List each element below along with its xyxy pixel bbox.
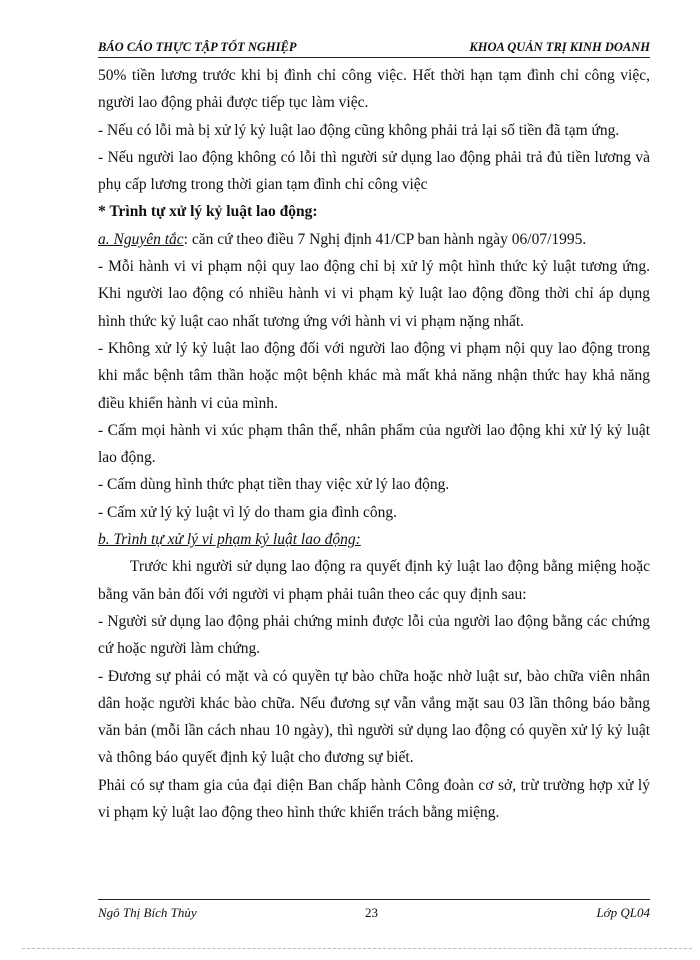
page-header [98, 40, 650, 58]
footer-author: Ngô Thị Bích Thủy [98, 905, 197, 920]
header-faculty: KHOA QUẢN TRỊ KINH DOANH [469, 40, 650, 54]
page-number: 23 [365, 905, 378, 920]
page-footer [98, 899, 650, 922]
paragraph: - Nếu có lỗi mà bị xử lý kỷ luật lao động cũng không phải trả lại số tiền đã tạm ứng. [98, 121, 620, 139]
document-body [98, 62, 650, 826]
paragraph: 50% tiền lương trước khi bị đình chỉ công việc. Hết thời hạn tạm đình chỉ công việc, người lao động phải được tiếp tục làm việc. [98, 67, 650, 112]
paragraph: - Đương sự phải có mặt và có quyền tự bào chữa hoặc nhờ luật sư, bào chữa viên nhân dân hoặc người khác bào chữa. Nếu đương sự vẫn vắng mặt sau 03 lần thông báo bằng văn bản (mỗi lần cách nhau 10 ngày), thì người sử dụng lao động có quyền xử lý kỷ luật và thông báo quyết định kỷ luật cho đương sự biết. [98, 667, 650, 767]
paragraph: - Nếu người lao động không có lỗi thì người sử dụng lao động phải trả đủ tiền lương và phụ cấp lương trong thời gian tạm đình chỉ công việc [98, 148, 650, 194]
section-heading: * Trình tự xử lý kỷ luật lao động: [98, 203, 318, 221]
header-report-title: BÁO CÁO THỰC TẬP TỐT NGHIỆP [98, 40, 297, 54]
subsection-b-label: b. Trình tự xử lý vi phạm kỷ luật lao động: [98, 531, 361, 549]
page-break-line [22, 948, 692, 949]
paragraph: - Cấm xử lý kỷ luật vì lý do tham gia đình công. [98, 503, 397, 521]
footer-class: Lớp QL04 [596, 905, 650, 920]
paragraph: Phải có sự tham gia của đại diện Ban chấp hành Công đoàn cơ sở, trừ trường hợp xử lý vi phạm kỷ luật lao động theo hình thức khiển trách bằng miệng. [98, 776, 650, 822]
principle-line [98, 226, 650, 253]
paragraph: - Cấm dùng hình thức phạt tiền thay việc xử lý lao động. [98, 476, 450, 494]
subsection-a-label: a. Nguyên tắc [98, 230, 184, 248]
subsection-a-text: : căn cứ theo điều 7 Nghị định 41/CP ban hành ngày 06/07/1995. [183, 230, 587, 248]
paragraph: - Mỗi hành vi vi phạm nội quy lao động chỉ bị xử lý một hình thức kỷ luật tương ứng. Khi người lao động có nhiều hành vi vi phạm kỷ luật lao động đồng thời chỉ áp dụng hình thức kỷ luật cao nhất tương ứng với hành vi vi phạm nặng nhất. [98, 258, 650, 330]
paragraph: - Người sử dụng lao động phải chứng minh được lỗi của người lao động bằng các chứng cứ hoặc người làm chứng. [98, 612, 650, 658]
paragraph: Trước khi người sử dụng lao động ra quyết định kỷ luật lao động bằng miệng hoặc bằng văn bản đối với người vi phạm phải tuân theo các quy định sau: [98, 558, 650, 603]
paragraph: - Cấm mọi hành vi xúc phạm thân thể, nhân phẩm của người lao động khi xử lý kỷ luật lao động. [98, 421, 650, 467]
paragraph: - Không xử lý kỷ luật lao động đối với người lao động vi phạm nội quy lao động trong khi mắc bệnh tâm thần hoặc một bệnh khác mà mất khả năng nhận thức hay khả năng điều khiển hành vi của mình. [98, 339, 650, 412]
